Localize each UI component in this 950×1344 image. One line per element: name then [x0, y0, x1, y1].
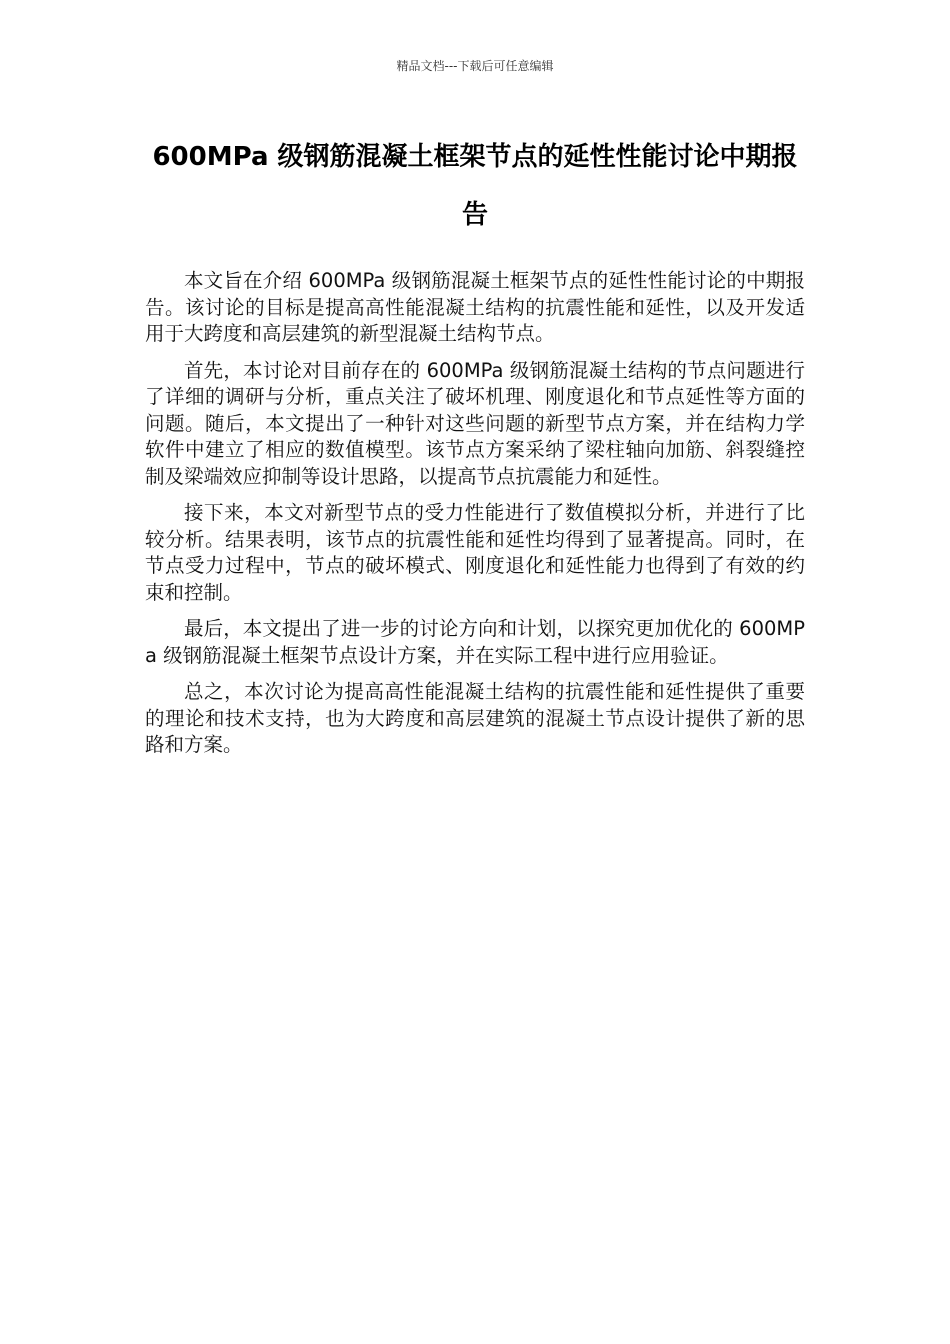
document-body	[145, 268, 805, 769]
paragraph-3: 接下来，本文对新型节点的受力性能进行了数值模拟分析，并进行了比较分析。结果表明，该节点的抗震性能和延性均得到了显著提高。同时，在节点受力过程中，节点的破坏模式、刚度退化和延性能力也得到了有效的约束和控制。	[145, 501, 805, 604]
paragraph-2: 首先，本讨论对目前存在的 600MPa 级钢筋混凝土结构的节点问题进行了详细的调研与分析，重点关注了破坏机理、刚度退化和节点延性等方面的问题。随后，本文提出了一种针对这些问题的新型节点方案，并在结构力学软件中建立了相应的数值模型。该节点方案采纳了梁柱轴向加筋、斜裂缝控制及梁端效应抑制等设计思路，以提高节点抗震能力和延性。	[145, 358, 805, 488]
paragraph-5: 总之，本次讨论为提高高性能混凝土结构的抗震性能和延性提供了重要的理论和技术支持，也为大跨度和高层建筑的混凝土节点设计提供了新的思路和方案。	[145, 680, 805, 756]
header-note: 精品文档---下载后可任意编辑	[396, 59, 554, 73]
document-title: 600MPa 级钢筋混凝土框架节点的延性性能讨论中期报告	[152, 142, 798, 230]
paragraph-4: 最后，本文提出了进一步的讨论方向和计划，以探究更加优化的 600MPa 级钢筋混凝土框架节点设计方案，并在实际工程中进行应用验证。	[145, 617, 805, 667]
paragraph-1: 本文旨在介绍 600MPa 级钢筋混凝土框架节点的延性性能讨论的中期报告。该讨论的目标是提高高性能混凝土结构的抗震性能和延性，以及开发适用于大跨度和高层建筑的新型混凝土结构节点。	[145, 269, 805, 345]
